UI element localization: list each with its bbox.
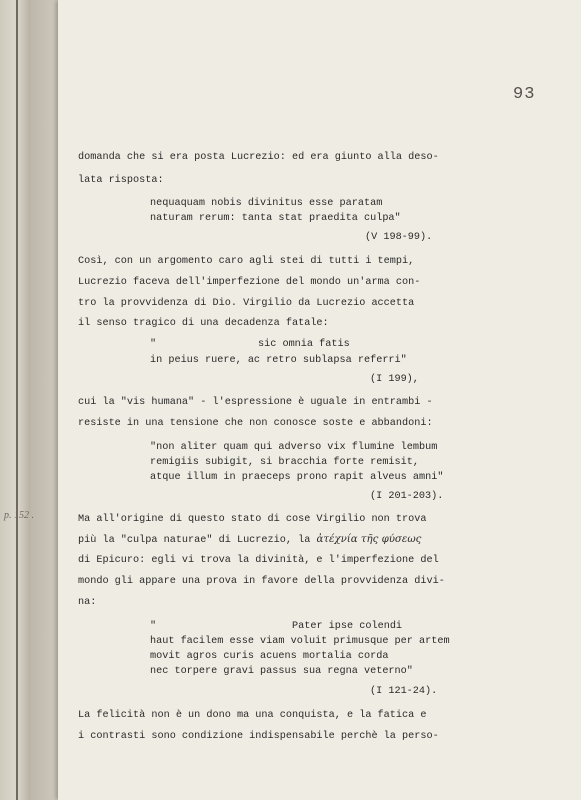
text-line-23: na: [78,597,97,608]
left-page [0,0,30,800]
page-number: 93 [513,85,536,104]
quote-line-4: naturam rerum: tanta stat praedita culpa" [150,213,401,224]
show-through [98,210,518,450]
quote-line-11: in peius ruere, ac retro sublapsa referri" [150,355,407,366]
text-line-13: cui la "vis humana" - l'espressione è uguale in entrambi - [78,397,433,408]
quote-line-16: remigiis subigit, si bracchia forte remisit, [150,457,419,468]
citation-4: (I 121-24). [370,686,438,697]
text-line-20-latin: più la "culpa naturae" di Lucrezio, la [78,535,317,546]
quote-line-24: Pater ipse colendi [292,621,403,632]
quote-line-27: nec torpere gravi passus sua regna veterno" [150,666,413,677]
quote-line-10: sic omnia fatis [258,339,350,350]
text-line-14: resiste in una tensione che non conosce soste e abbandoni: [78,418,433,429]
quote-line-26: movit agros curis acuens mortalia corda [150,651,389,662]
quote-line-25: haut facilem esse viam voluit primusque per artem [150,636,450,647]
text-line-6: Così, con un argomento caro agli stei di tutti i tempi, [78,256,415,267]
greek-phrase: ἀτέχνία τῆς φύσεως [316,534,422,545]
quote-line-3: nequaquam nobis divinitus esse paratam [150,198,383,209]
citation-3: (I 201-203). [370,491,444,502]
text-line-2: lata risposta: [78,175,164,186]
quote-open-mark: " [150,339,157,350]
text-line-9: il senso tragico di una decadenza fatale: [78,318,329,329]
citation-1: (V 198-99). [365,232,433,243]
margin-note: p. 152 . [4,510,34,521]
text-line-7: Lucrezio faceva dell'imperfezione del mondo un'arma con- [78,277,421,288]
text-line-30: i contrasti sono condizione indispensabile perchè la perso- [78,731,439,742]
text-line-29: La felicità non è un dono ma una conquista, e la fatica e [78,710,427,721]
text-line-21: di Epicuro: egli vi trova la divinità, e l'imperfezione del [78,555,439,566]
text-line-19: Ma all'origine di questo stato di cose Virgilio non trova [78,514,427,525]
text-line-1: domanda che si era posta Lucrezio: ed era giunto alla deso- [78,152,439,163]
quote-open-mark-2: " [150,621,157,632]
text-line-22: mondo gli appare una prova in favore della provvidenza divi- [78,576,445,587]
quote-line-17: atque illum in praeceps prono rapit alveus amni" [150,472,444,483]
left-page-edge [16,0,18,800]
citation-2: (I 199), [370,374,419,385]
quote-line-15: "non aliter quam qui adverso vix flumine lembum [150,442,438,453]
typewritten-page [58,0,581,800]
text-line-20 [78,534,478,546]
text-line-8: tro la provvidenza di Dio. Virgilio da Lucrezio accetta [78,298,415,309]
